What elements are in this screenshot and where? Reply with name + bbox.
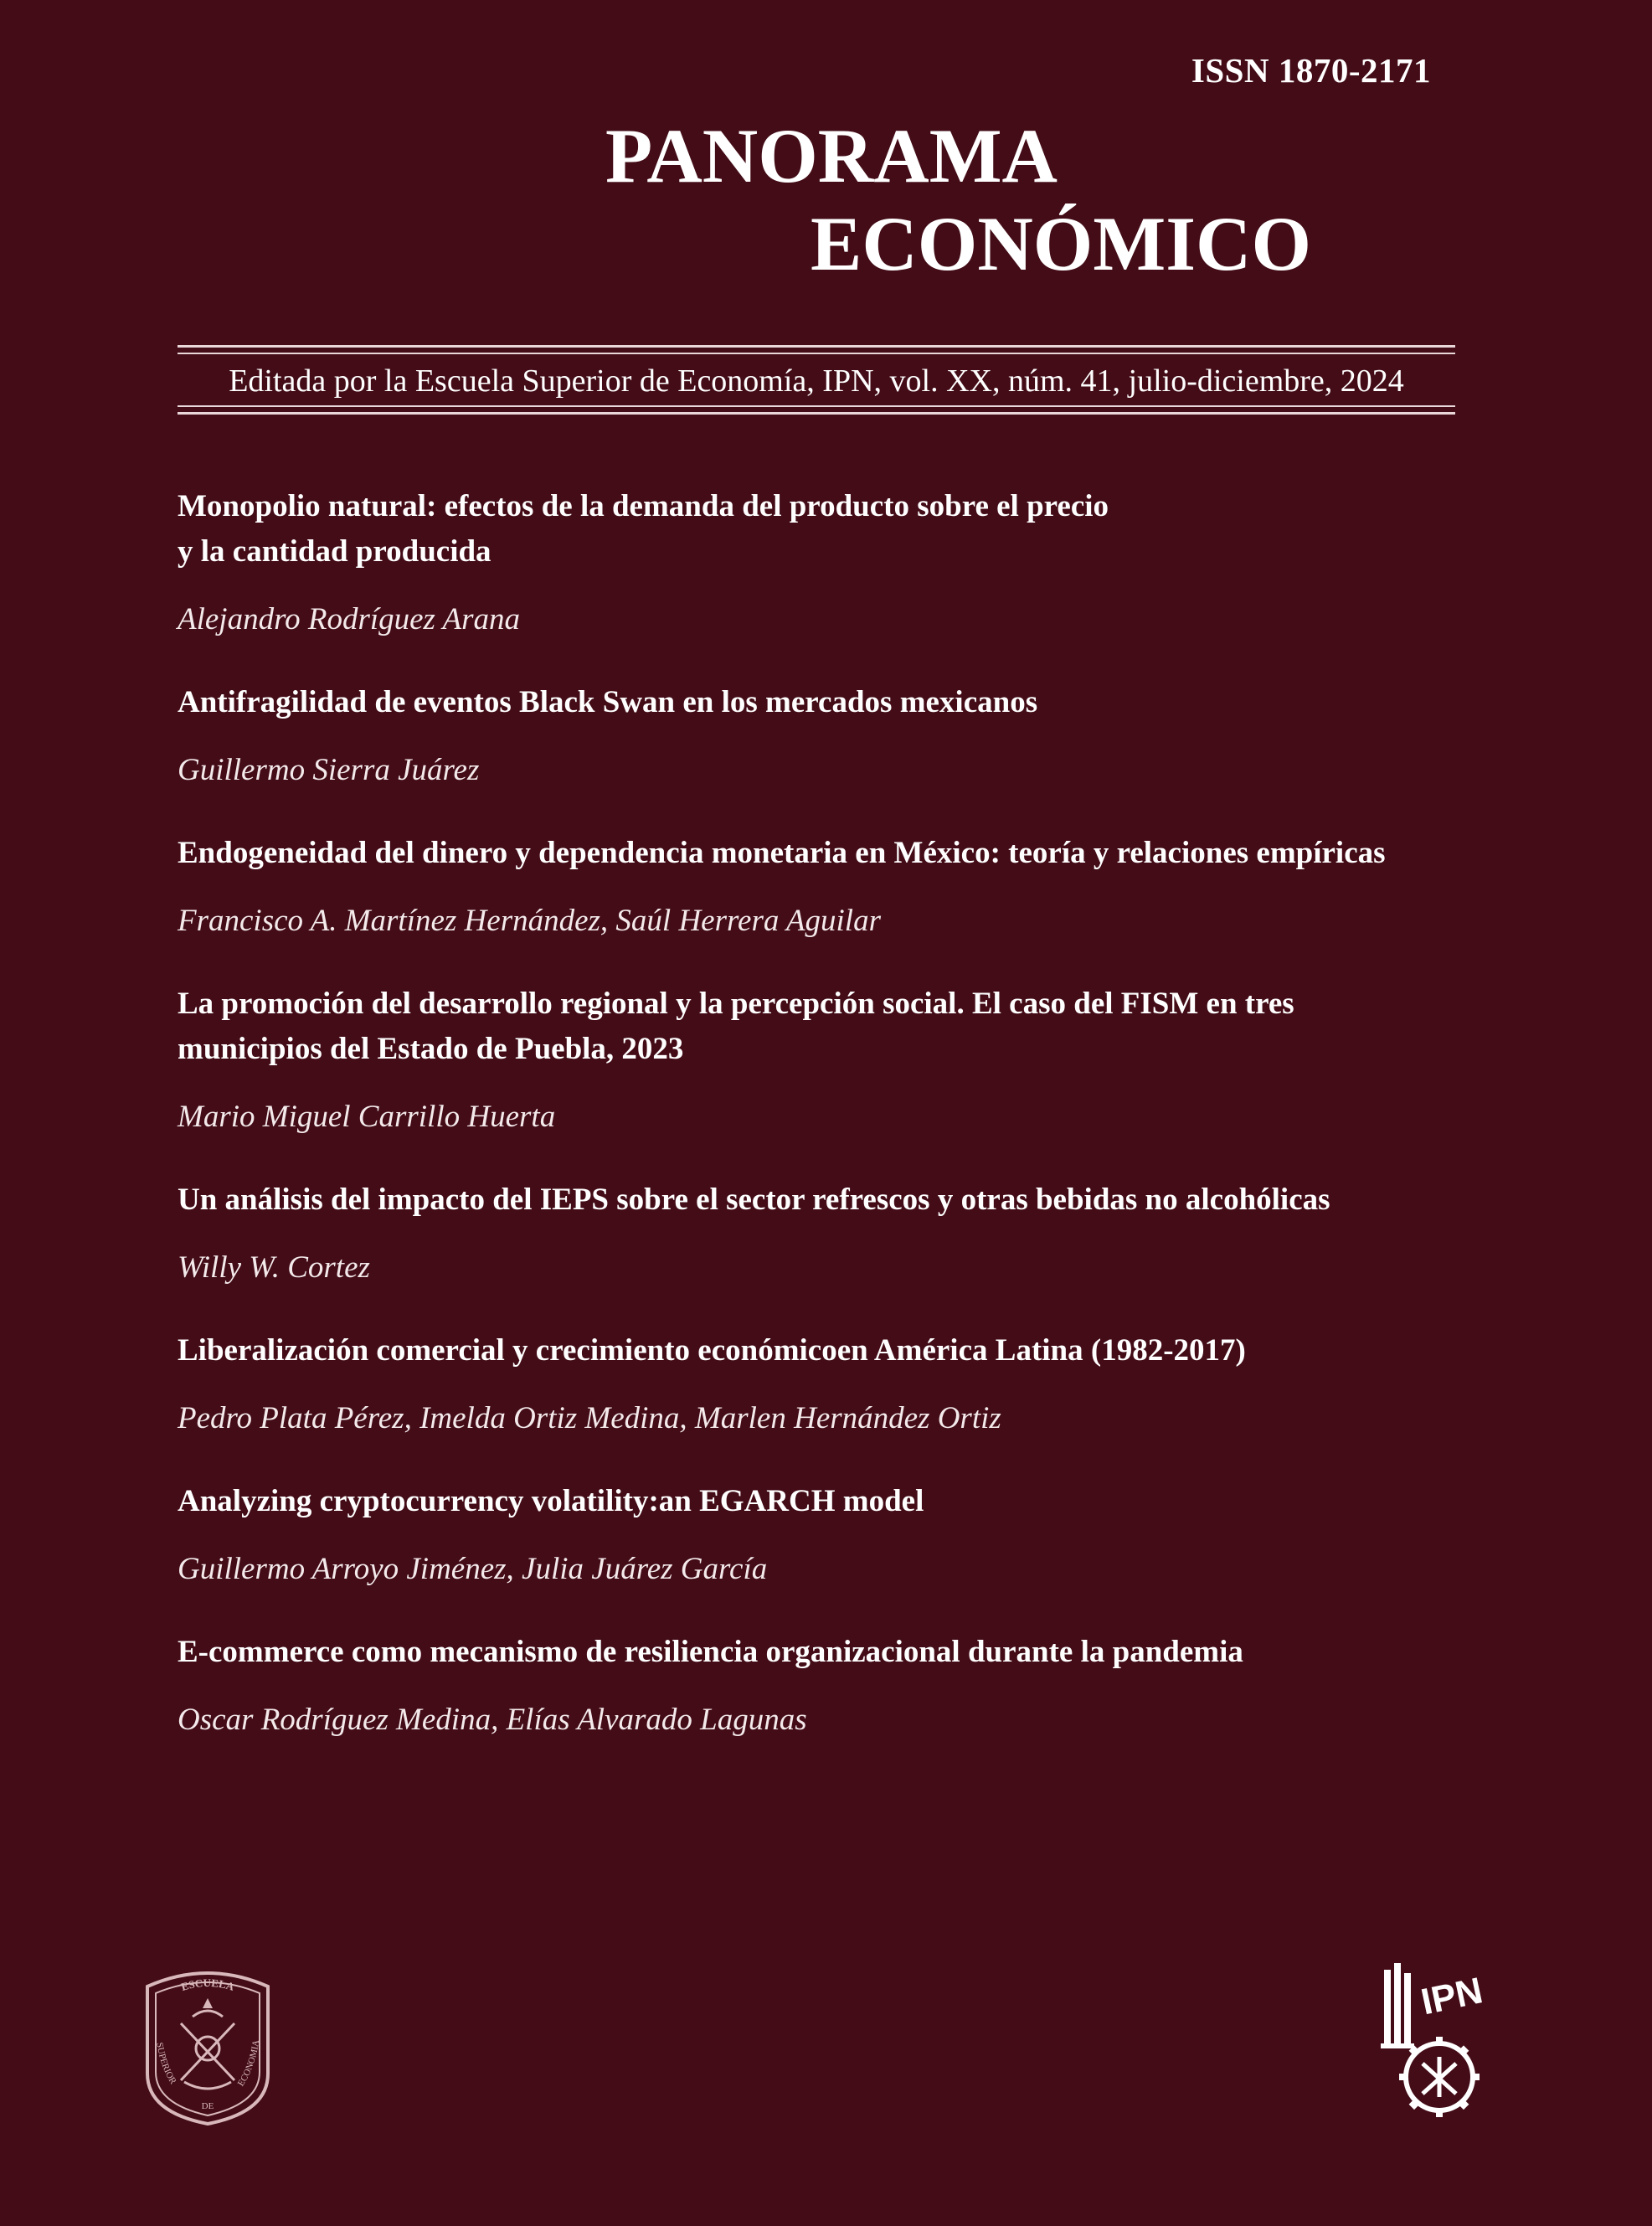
article-entry[interactable] — [178, 484, 1484, 642]
article-title[interactable]: Liberalización comercial y crecimiento económicoen América Latina (1982-2017) — [178, 1333, 1246, 1368]
article-authors: Pedro Plata Pérez, Imelda Ortiz Medina, Marlen Hernández Ortiz — [178, 1401, 1001, 1435]
article-authors: Guillermo Sierra Juárez — [178, 753, 480, 787]
article-title[interactable]: Monopolio natural: efectos de la demanda del producto sobre el precio y la cantidad producida — [178, 489, 1109, 569]
article-authors: Willy W. Cortez — [178, 1250, 370, 1285]
table-of-contents — [178, 484, 1484, 1780]
article-title[interactable]: Analyzing cryptocurrency volatility:an EGARCH model — [178, 1484, 924, 1518]
svg-text:ECONOMIA: ECONOMIA — [235, 2039, 262, 2089]
ipn-seal-icon — [1377, 1960, 1490, 2126]
article-title[interactable]: Antifragilidad de eventos Black Swan en los mercados mexicanos — [178, 685, 1038, 719]
article-title[interactable]: E-commerce como mecanismo de resiliencia organizacional durante la pandemia — [178, 1635, 1243, 1669]
svg-text:IPN: IPN — [1418, 1970, 1486, 2023]
article-entry[interactable] — [178, 1328, 1484, 1441]
article-authors: Guillermo Arroyo Jiménez, Julia Juárez García — [178, 1552, 768, 1586]
divider-top-thin — [178, 353, 1455, 354]
article-title[interactable]: Un análisis del impacto del IEPS sobre el sector refrescos y otras bebidas no alcohólicas — [178, 1183, 1330, 1217]
article-authors: Oscar Rodríguez Medina, Elías Alvarado Lagunas — [178, 1703, 807, 1737]
divider-bottom — [178, 412, 1455, 415]
journal-title-line-1: PANORAMA — [605, 113, 1058, 198]
article-entry[interactable] — [178, 831, 1484, 944]
divider-bottom-thin — [178, 405, 1455, 407]
ese-seal-icon — [141, 1965, 275, 2126]
article-authors: Francisco A. Martínez Hernández, Saúl Herrera Aguilar — [178, 904, 881, 938]
article-entry[interactable] — [178, 1630, 1484, 1743]
article-entry[interactable] — [178, 680, 1484, 793]
issn-label: ISSN 1870-2171 — [1191, 51, 1431, 90]
journal-title-line-2: ECONÓMICO — [811, 201, 1311, 286]
article-authors: Mario Miguel Carrillo Huerta — [178, 1100, 556, 1134]
article-title[interactable]: La promoción del desarrollo regional y la percepción social. El caso del FISM en tres municipios del Estado de Puebla, 2023 — [178, 987, 1294, 1066]
article-authors: Alejandro Rodríguez Arana — [178, 602, 521, 636]
divider-top — [178, 345, 1455, 348]
svg-text:ESCUELA: ESCUELA — [179, 1976, 236, 1993]
edition-line: Editada por la Escuela Superior de Economía, IPN, vol. XX, núm. 41, julio-diciembre, 2024 — [229, 363, 1404, 399]
article-entry[interactable] — [178, 1177, 1484, 1291]
svg-text:SUPERIOR: SUPERIOR — [154, 2041, 178, 2086]
article-entry[interactable] — [178, 982, 1484, 1140]
article-entry[interactable] — [178, 1479, 1484, 1592]
article-title[interactable]: Endogeneidad del dinero y dependencia monetaria en México: teoría y relaciones empíricas — [178, 836, 1386, 870]
svg-text:DE: DE — [201, 2101, 214, 2111]
